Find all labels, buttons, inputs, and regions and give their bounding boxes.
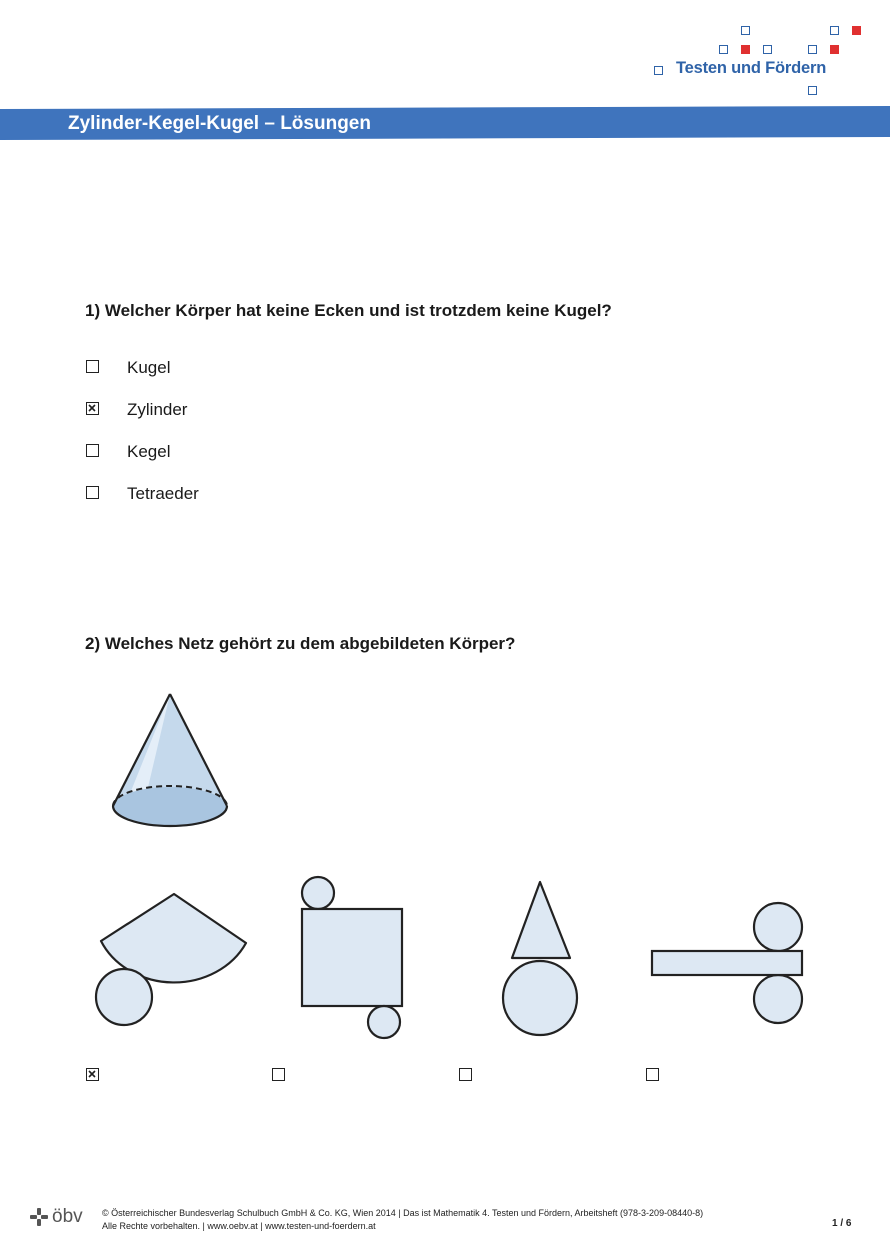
page-title: Zylinder-Kegel-Kugel – Lösungen [68,113,371,134]
option-label: Zylinder [127,400,188,419]
publisher-logo-text: öbv [52,1206,83,1227]
cylinder-net-strip-icon [648,900,808,1028]
footer-line-2: Alle Rechte vorbehalten. | www.oebv.at | www.testen-und-foerdern.at [102,1220,376,1231]
page-number: 1 / 6 [832,1218,852,1229]
footer-copyright [102,1207,703,1232]
question-1-text: 1) Welcher Körper hat keine Ecken und ist trotzdem keine Kugel? [85,301,612,320]
cone-icon [105,688,235,843]
cone-net-icon [90,885,255,1030]
option-label: Tetraeder [127,484,199,503]
net-1-checkbox-checked[interactable] [86,1068,99,1081]
question-2-text: 2) Welches Netz gehört zu dem abgebildeten Körper? [85,634,516,653]
cylinder-net-square-icon [296,873,408,1045]
checkbox-checked[interactable] [86,402,99,415]
footer-line-1: © Österreichischer Bundesverlag Schulbuch GmbH & Co. KG, Wien 2014 | Das ist Mathematik 4. Testen und Fördern, Arbeitsheft (978-3-209-08440-8) [102,1208,704,1218]
net-2-checkbox-empty[interactable] [272,1068,285,1081]
option-label: Kugel [127,358,171,377]
checkbox-empty[interactable] [86,486,99,499]
checkbox-empty[interactable] [86,360,99,373]
option-label: Kegel [127,442,171,461]
brand-name: Testen und Fördern [676,59,827,77]
net-3-checkbox-empty[interactable] [459,1068,472,1081]
net-4-checkbox-empty[interactable] [646,1068,659,1081]
publisher-logo-icon [29,1207,49,1227]
checkbox-empty[interactable] [86,444,99,457]
triangle-circle-net-icon [498,877,583,1040]
